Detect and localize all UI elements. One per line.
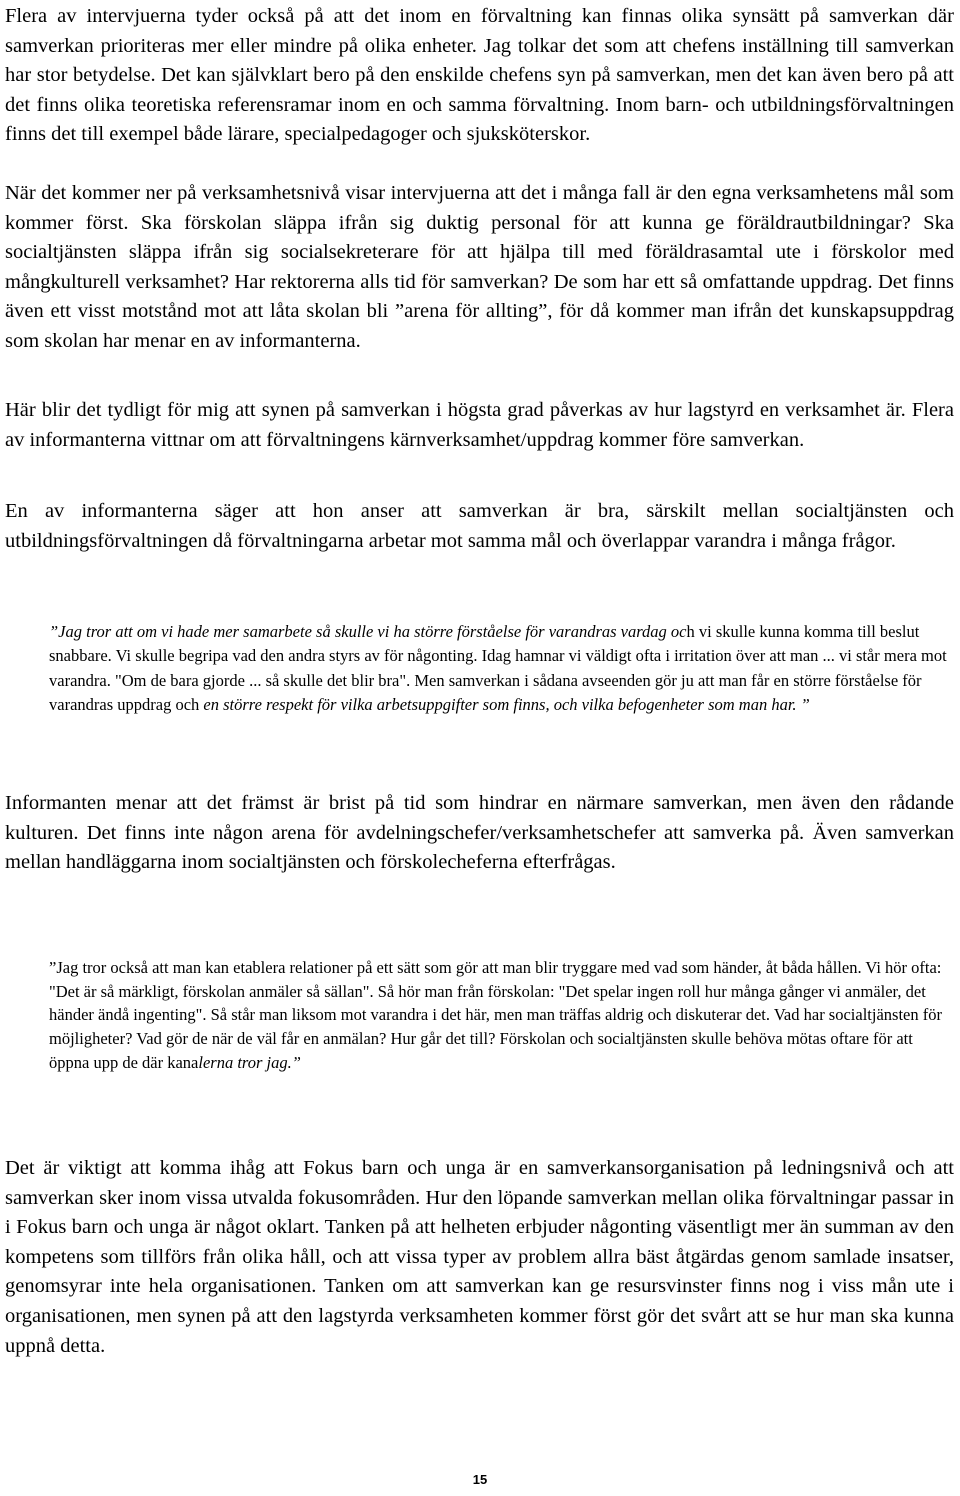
paragraph-1: Flera av intervjuerna tyder också på att det inom en förvaltning kan finnas olika synsätt på samverkan där samverkan prioriteras mer eller mindre på olika enheter. Jag tolkar det som att chefens inställning till samverkan har stor betydelse. Det kan självklart bero på den enskilde chefens syn på samverkan, men det kan även bero på att det finns olika teoretiska referensramar inom en och samma förvaltning. Inom barn- och utbildningsförvaltningen finns det till exempel både lärare, specialpedagoger och sjuksköterskor. — [5, 5, 954, 146]
block-quote-1 — [49, 620, 955, 717]
page-number: 15 — [472, 1472, 488, 1487]
paragraph-2: När det kommer ner på verksamhetsnivå visar intervjuerna att det i många fall är den egna verksamhetens mål som kommer först. Ska förskolan släppa ifrån sig duktig personal för att kunna ge föräldrautbildningar? Ska socialtjänsten släppa ifrån sig socialsekreterare för att hjälpa till med föräldrasamtal ute i förskolor med mångkulturell verksamhet? Har rektorerna alls tid för samverkan? De som har ett så omfattande uppdrag. Det finns även ett visst motstånd mot att låta skolan bli ”arena för allting”, för då kommer man ifrån det kunskapsuppdrag som skolan har menar en av informanterna. — [5, 182, 954, 352]
paragraph-4: En av informanterna säger att hon anser att samverkan är bra, särskilt mellan socialtjänsten och utbildningsförvaltningen då förvaltningarna arbetar mot samma mål och överlappar varandra i många frågor. — [5, 500, 954, 552]
quote-2-main: ”Jag tror också att man kan etablera relationer på ett sätt som gör att man blir tryggare med vad som händer, åt båda hållen. Vi hör ofta: "Det är så märkligt, förskolan anmäler så sällan". Så hör man från förskolan: "Det spelar ingen roll hur många gånger vi anmäler, det händer ändå ingenting". Så står man liksom mot varandra i det här, men man träffas aldrig och diskuterar det. Vad har socialtjänsten för möjligheter? Vad gör de när de väl får en anmälan? Hur går det till? Förskolan och socialtjänsten skulle behöva mötas oftare för att öppna upp de där kana — [49, 958, 942, 1072]
quote-1-middle: h vi skulle kunna komma till beslut snabbare. Vi skulle begripa vad den andra styrs av för någonting. Idag hamnar vi väldigt ofta i irritation över att man ... vi står mera mot varandra. "Om de bara gjorde ... så skulle det blir bra". Men samverkan i sådana avseenden gör ju att man får en större förståelse för varandras uppdrag och — [49, 622, 947, 714]
paragraph-5: Informanten menar att det främst är brist på tid som hindrar en närmare samverkan, men även den rådande kulturen. Det finns inte någon arena för avdelningschefer/verksamhetschefer att samverka på. Även samverkan mellan handläggarna inom socialtjänsten och förskolecheferna efterfrågas. — [5, 792, 954, 874]
quote-1-italic-end: en större respekt för vilka arbetsuppgifter som finns, och vilka befogenheter som man har. ” — [199, 694, 810, 714]
paragraph-3: Här blir det tydligt för mig att synen på samverkan i högsta grad påverkas av hur lagstyrd en verksamhet är. Flera av informanterna vittnar om att förvaltningens kärnverksamhet/uppdrag kommer före samverkan. — [5, 399, 954, 451]
paragraph-6: Det är viktigt att komma ihåg att Fokus barn och unga är en samverkansorganisation på ledningsnivå och att samverkan sker inom vissa utvalda fokusområden. Hur den löpande samverkan mellan olika förvaltningar passar in i Fokus barn och unga är något oklart. Tanken på att helheten erbjuder någonting väsentligt mer än summan av den kompetens som tillförs från olika håll, och att vissa typer av problem allra bäst åtgärdas genom samlade insatser, genomsyrar inte hela organisationen. Tanken om att samverkan kan ge resursvinster finns nog i viss mån ute i organisationen, men synen på att den lagstyrda verksamheten kommer först gör det svårt att se hur man ska kunna uppnå detta. — [5, 1157, 954, 1357]
block-quote-2 — [49, 956, 955, 1075]
quote-1-italic-start: ”Jag tror att om vi hade mer samarbete så skulle vi ha större förståelse för varandras vardag oc — [49, 622, 687, 641]
quote-2-italic-end: lerna tror jag.” — [198, 1052, 301, 1072]
